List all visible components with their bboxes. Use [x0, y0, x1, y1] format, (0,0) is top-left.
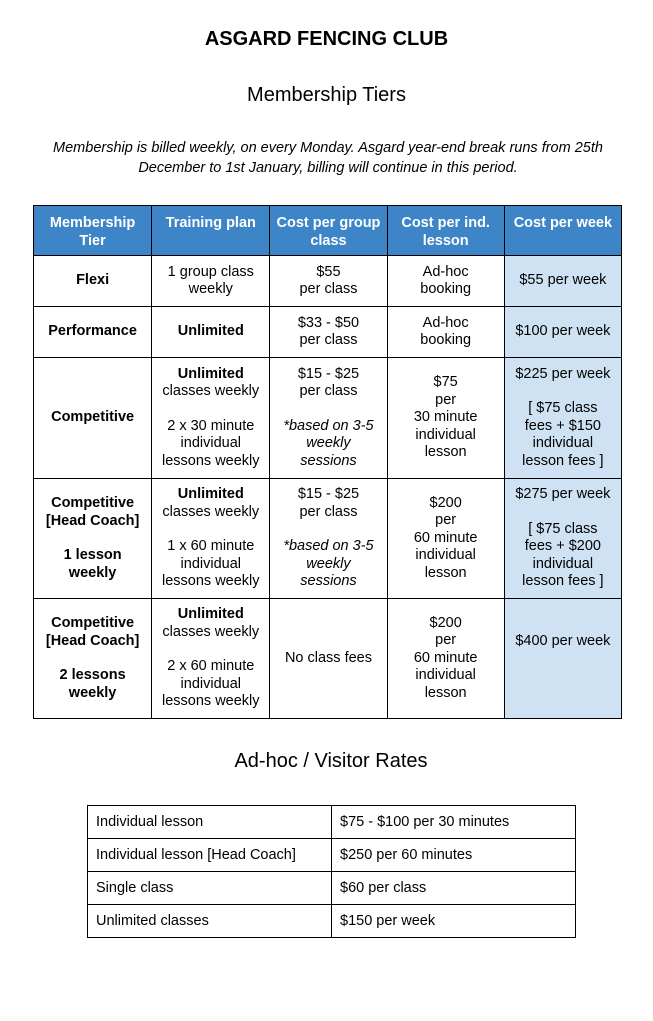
lesson-cost-line: per: [435, 512, 457, 529]
weekly-cost: $400 per week: [515, 633, 611, 649]
spacer: [38, 530, 147, 547]
tier-detail: 1 lesson: [63, 547, 122, 563]
table-row: [88, 806, 576, 839]
weekly-cost-cell: [504, 256, 621, 307]
group-cost-note: sessions: [300, 452, 357, 469]
spacer: [38, 650, 147, 667]
weekly-cost-detail: individual: [532, 555, 594, 572]
training-plan-line: individual: [180, 435, 242, 452]
tier-detail: weekly: [68, 564, 117, 581]
group-cost-line: per class: [299, 281, 358, 297]
col-header: Cost per group class: [270, 206, 387, 256]
group-cost-line: per class: [299, 383, 358, 400]
tier-detail: weekly: [68, 684, 117, 701]
training-plan-cell: [152, 307, 270, 358]
lesson-cost-cell: [387, 479, 504, 599]
group-cost-cell: [270, 358, 387, 479]
training-plan-cell: [152, 256, 270, 307]
training-plan-text: 1 group class weekly: [167, 263, 254, 297]
training-plan-line: individual: [180, 555, 242, 572]
page-title: ASGARD FENCING CLUB: [204, 28, 449, 50]
group-cost-line: $33 - $50: [297, 314, 360, 331]
lesson-cost-line: 60 minute: [413, 529, 478, 546]
lesson-cost-line: individual: [415, 547, 476, 564]
tier-name-cell: [34, 256, 152, 307]
lesson-cost-line: lesson: [424, 684, 467, 701]
group-cost-note: weekly: [306, 555, 351, 572]
col-header: Cost per week: [504, 206, 621, 256]
rate-item: Single class: [88, 872, 332, 905]
lesson-cost-line: lesson: [424, 444, 467, 461]
training-plan-line: individual: [180, 675, 242, 692]
training-plan-bold: Unlimited: [177, 486, 244, 503]
spacer: [274, 401, 382, 418]
lesson-cost-cell: [387, 256, 504, 307]
section-title-membership: Membership Tiers: [247, 84, 406, 106]
training-plan-line: 2 x 30 minute: [167, 417, 255, 434]
col-header: Training plan: [152, 206, 270, 256]
tier-name-cell: [34, 358, 152, 479]
lesson-cost-cell: [387, 599, 504, 719]
rate-item: Individual lesson [Head Coach]: [88, 839, 332, 872]
weekly-cost: $225 per week: [515, 365, 611, 382]
group-cost-cell: [270, 307, 387, 358]
training-plan-cell: [152, 358, 270, 479]
tier-name: Competitive: [51, 615, 135, 631]
weekly-cost-detail: [ $75 class: [528, 400, 598, 417]
lesson-cost-line: 60 minute: [413, 649, 478, 666]
training-plan-bold: Unlimited: [177, 365, 244, 382]
tier-name: Performance: [48, 323, 137, 340]
group-cost-cell: [270, 479, 387, 599]
weekly-cost-detail: [ $75 class: [528, 520, 598, 537]
lesson-cost-line: booking: [420, 332, 472, 348]
training-plan-line: lessons weekly: [162, 573, 260, 590]
tier-name: [Head Coach]: [45, 512, 140, 529]
weekly-cost-detail: lesson fees ]: [522, 573, 604, 590]
lesson-cost-line: $200: [429, 614, 462, 631]
col-header: Membership Tier: [34, 206, 152, 256]
lesson-cost-cell: [387, 358, 504, 479]
lesson-cost-line: individual: [415, 667, 476, 684]
tier-name: Competitive: [51, 409, 135, 426]
col-header: Cost per ind. lesson: [387, 206, 504, 256]
weekly-cost: $55 per week: [519, 272, 607, 289]
training-plan-bold: Unlimited: [177, 323, 244, 340]
lesson-cost-line: lesson: [424, 564, 467, 581]
group-cost-line: per class: [299, 332, 358, 348]
training-plan-cell: [152, 479, 270, 599]
group-cost-line: per class: [299, 503, 358, 520]
table-row: [34, 256, 622, 307]
training-plan-line: lessons weekly: [162, 693, 260, 710]
rate-price: $250 per 60 minutes: [332, 839, 576, 872]
weekly-cost-cell: [504, 358, 621, 479]
group-cost-line: No class fees: [284, 649, 372, 666]
rate-price: $75 - $100 per 30 minutes: [332, 806, 576, 839]
table-row: [34, 358, 622, 479]
lesson-cost-line: per: [435, 391, 457, 408]
training-plan-line: classes weekly: [162, 623, 260, 640]
tier-name: Competitive: [51, 495, 135, 511]
training-plan-line: classes weekly: [162, 383, 260, 400]
billing-note: Membership is billed weekly, on every Monday. Asgard year-end break runs from 25th December to 1st January, billing will continue in this period.: [53, 140, 603, 176]
rate-price: $60 per class: [332, 872, 576, 905]
spacer: [509, 383, 617, 400]
training-plan-line: lessons weekly: [162, 452, 260, 469]
lesson-cost-line: $200: [429, 494, 462, 511]
group-cost-cell: [270, 599, 387, 719]
weekly-cost-detail: fees + $200: [524, 538, 601, 555]
lesson-cost-line: 30 minute: [413, 409, 478, 426]
group-cost-line: $15 - $25: [297, 486, 360, 503]
tier-name: [Head Coach]: [45, 632, 140, 649]
group-cost-note: sessions: [300, 573, 357, 590]
rate-item: Individual lesson: [88, 806, 332, 839]
section-title-rates: Ad-hoc / Visitor Rates: [234, 750, 428, 772]
lesson-cost-line: $75: [433, 374, 458, 391]
table-row: [34, 307, 622, 358]
tier-detail: 2 lessons: [59, 667, 126, 683]
weekly-cost-detail: fees + $150: [524, 417, 601, 434]
lesson-cost-line: individual: [415, 426, 476, 443]
training-plan-line: classes weekly: [162, 503, 260, 520]
lesson-cost-line: Ad-hoc: [422, 314, 469, 331]
tier-name-cell: [34, 479, 152, 599]
group-cost-line: $15 - $25: [297, 365, 360, 382]
membership-table: [33, 205, 622, 719]
group-cost-note: *based on 3-5: [283, 417, 374, 434]
spacer: [156, 521, 265, 538]
table-row: [88, 872, 576, 905]
lesson-cost-line: booking: [420, 281, 472, 297]
rate-price: $150 per week: [332, 905, 576, 938]
spacer: [156, 641, 265, 658]
lesson-cost-cell: [387, 307, 504, 358]
weekly-cost-detail: lesson fees ]: [522, 452, 604, 469]
spacer: [274, 521, 382, 538]
weekly-cost-cell: [504, 479, 621, 599]
membership-header-row: [34, 206, 622, 256]
lesson-cost-line: per: [435, 632, 457, 649]
rate-item: Unlimited classes: [88, 905, 332, 938]
group-cost-cell: [270, 256, 387, 307]
spacer: [509, 504, 617, 521]
weekly-cost-cell: [504, 599, 621, 719]
weekly-cost: $275 per week: [515, 486, 611, 503]
tier-name: Flexi: [76, 272, 110, 289]
weekly-cost-detail: individual: [532, 435, 594, 452]
weekly-cost: $100 per week: [515, 323, 611, 340]
training-plan-line: 1 x 60 minute: [167, 538, 255, 555]
weekly-cost-cell: [504, 307, 621, 358]
training-plan-cell: [152, 599, 270, 719]
tier-name-cell: [34, 599, 152, 719]
table-row: [88, 905, 576, 938]
table-row: [88, 839, 576, 872]
group-cost-note: *based on 3-5: [283, 538, 374, 555]
table-row: [34, 479, 622, 599]
training-plan-bold: Unlimited: [177, 606, 244, 623]
spacer: [156, 401, 265, 418]
group-cost-note: weekly: [306, 435, 351, 452]
group-cost-line: $55: [316, 263, 341, 280]
visitor-rates-table: [87, 805, 576, 938]
table-row: [34, 599, 622, 719]
tier-name-cell: [34, 307, 152, 358]
lesson-cost-line: Ad-hoc: [422, 263, 469, 280]
training-plan-line: 2 x 60 minute: [167, 658, 255, 675]
